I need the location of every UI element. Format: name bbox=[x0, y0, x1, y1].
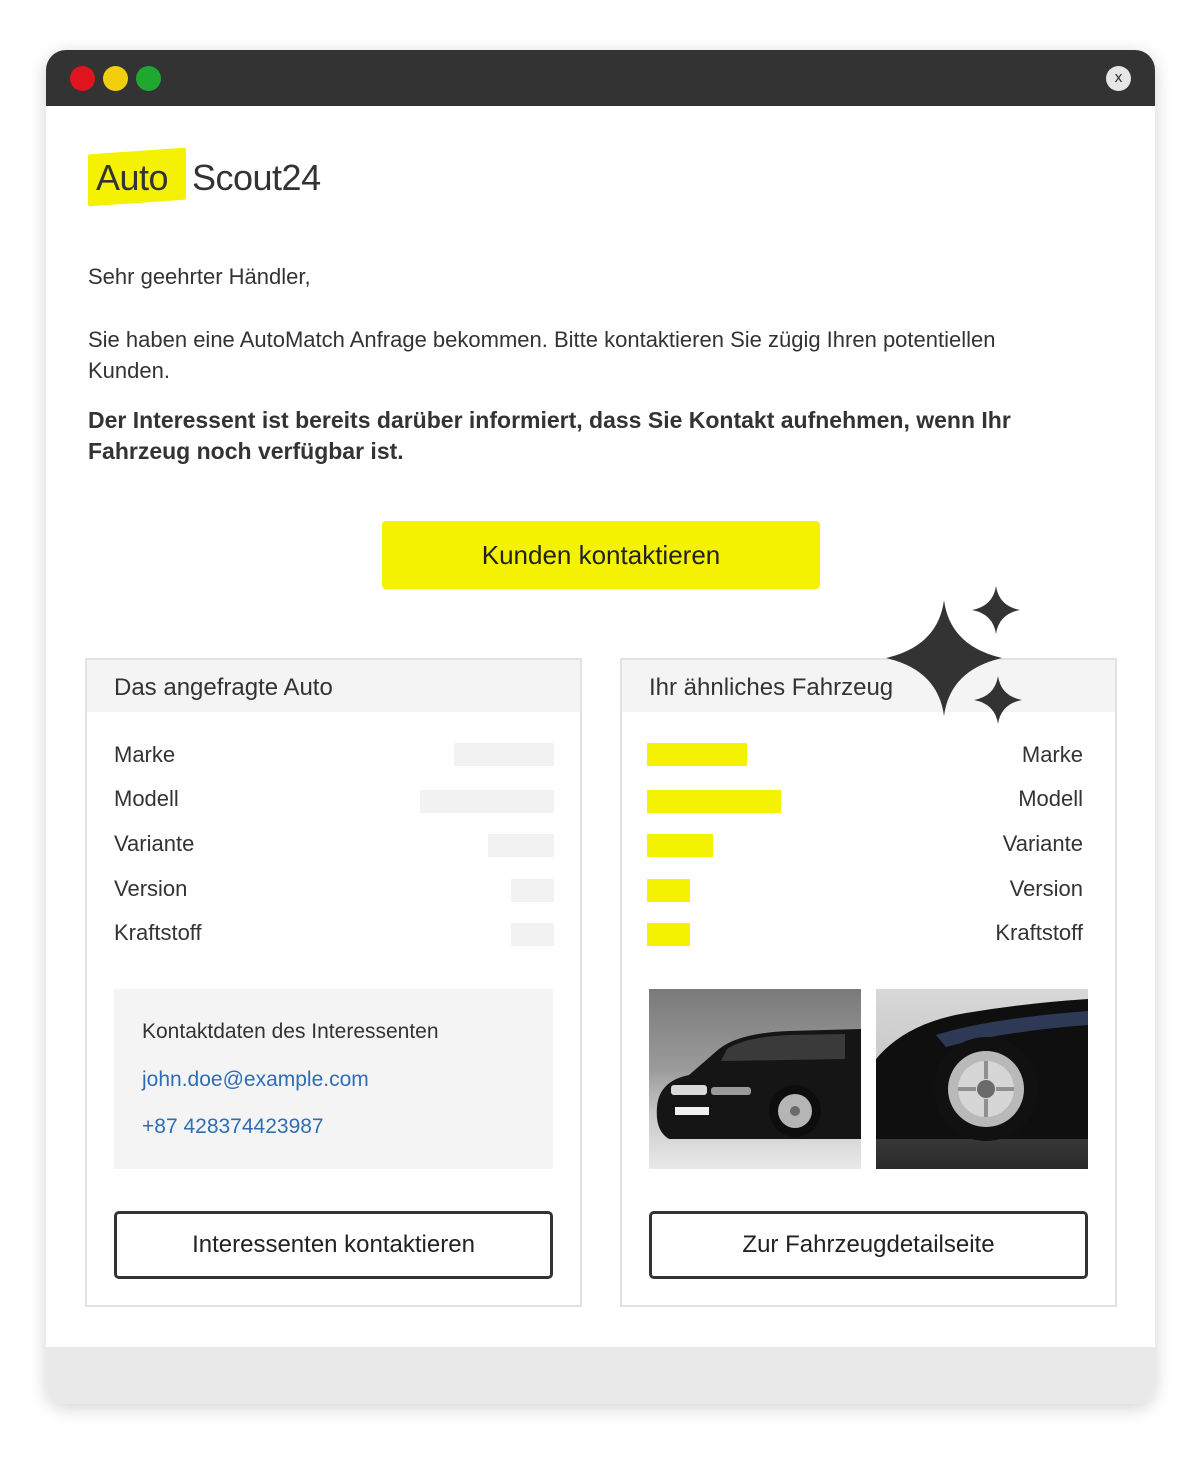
greeting-text: Sehr geehrter Händler, bbox=[88, 264, 311, 289]
sparkles-icon bbox=[886, 586, 1026, 726]
info-note: Der Interessent ist bereits darüber informiert, dass Sie Kontakt aufnehmen, wenn Ihr Fahrzeug noch verfügbar ist. bbox=[88, 407, 1011, 464]
intro-text: Sie haben eine AutoMatch Anfrage bekommen. Bitte kontaktieren Sie zügig Ihren potentiellen Kunden. bbox=[88, 327, 996, 383]
requested-car-card bbox=[85, 658, 582, 1307]
field-label-marke: Marke bbox=[1021, 742, 1083, 767]
contact-phone-link[interactable]: +87 428374423987 bbox=[142, 1115, 324, 1138]
autoscout24-logo bbox=[88, 149, 348, 209]
similar-car-card bbox=[620, 658, 1117, 1307]
vehicle-detail-page-button[interactable]: Zur Fahrzeugdetailseite bbox=[649, 1211, 1088, 1279]
field-label-marke: Marke bbox=[114, 742, 176, 767]
close-icon[interactable]: x bbox=[1106, 66, 1131, 91]
contact-details-title: Kontaktdaten des Interessenten bbox=[142, 1020, 439, 1043]
value-placeholder-modell bbox=[420, 790, 554, 813]
field-label-version: Version bbox=[114, 876, 188, 901]
similar-car-title: Ihr ähnliches Fahrzeug bbox=[622, 660, 1115, 712]
value-bar-variante bbox=[647, 834, 713, 857]
value-bar-kraftstoff bbox=[647, 923, 690, 946]
car-photo-wheel bbox=[876, 989, 1088, 1169]
contact-customer-button[interactable]: Kunden kontaktieren bbox=[382, 521, 820, 589]
field-label-variante: Variante bbox=[114, 831, 195, 856]
field-label-modell: Modell bbox=[1018, 786, 1083, 811]
value-bar-modell bbox=[647, 790, 781, 813]
window-minimize-dot[interactable] bbox=[103, 66, 128, 91]
contact-email-link[interactable]: john.doe@example.com bbox=[142, 1068, 369, 1091]
value-placeholder-kraftstoff bbox=[511, 923, 554, 946]
value-placeholder-marke bbox=[454, 743, 554, 766]
car-photo-front bbox=[649, 989, 861, 1169]
value-placeholder-version bbox=[511, 879, 554, 902]
field-label-kraftstoff: Kraftstoff bbox=[114, 920, 202, 945]
field-label-version: Version bbox=[1009, 876, 1083, 901]
field-label-kraftstoff: Kraftstoff bbox=[995, 920, 1083, 945]
requested-car-title: Das angefragte Auto bbox=[87, 660, 580, 712]
value-bar-marke bbox=[647, 743, 747, 766]
value-placeholder-variante bbox=[488, 834, 554, 857]
logo-text-auto: Auto bbox=[96, 157, 169, 198]
contact-interested-party-button[interactable]: Interessenten kontaktieren bbox=[114, 1211, 553, 1279]
email-window bbox=[46, 50, 1155, 1404]
logo-text-scout: Scout24 bbox=[192, 157, 321, 198]
car-wheel-illustration bbox=[876, 989, 1088, 1169]
email-footer bbox=[46, 1347, 1155, 1404]
contact-details-box bbox=[114, 989, 553, 1169]
window-maximize-dot[interactable] bbox=[136, 66, 161, 91]
value-bar-version bbox=[647, 879, 690, 902]
field-label-modell: Modell bbox=[114, 786, 179, 811]
window-close-dot[interactable] bbox=[70, 66, 95, 91]
field-label-variante: Variante bbox=[1002, 831, 1083, 856]
car-front-illustration bbox=[649, 989, 861, 1169]
title-bar bbox=[46, 50, 1155, 106]
